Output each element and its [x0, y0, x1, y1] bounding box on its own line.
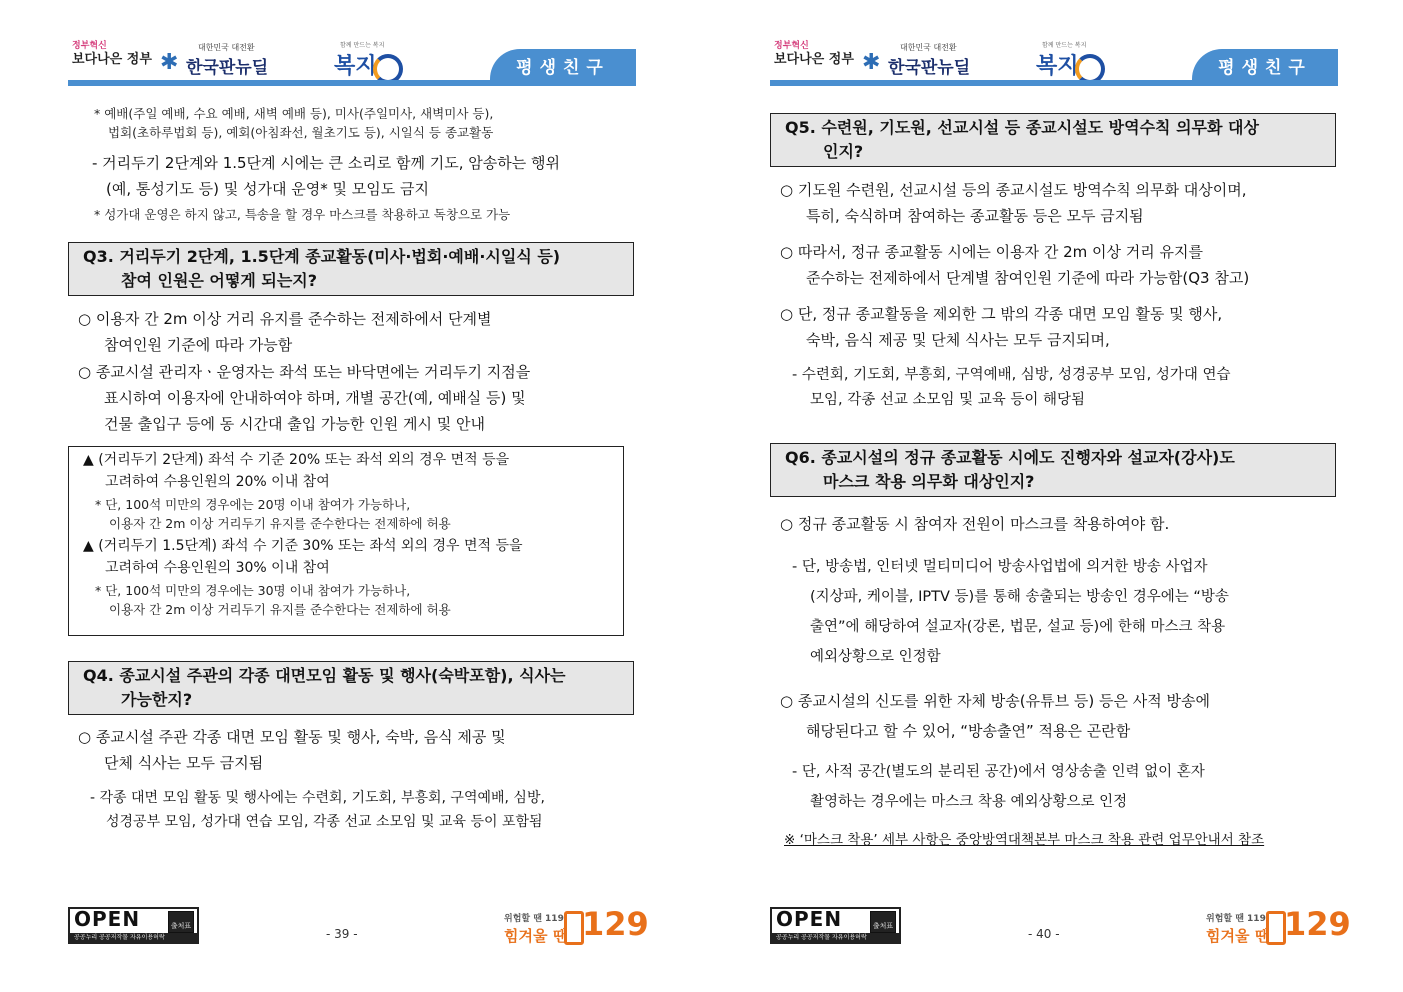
page-39 — [0, 0, 701, 992]
hotline-129-logo: 위험할 땐 119 힘겨울 땐 129 — [504, 905, 649, 945]
worship-note: * 예배(주일 예배, 수요 예배, 새벽 예배 등), 미사(주일미사, 새벽미사 등), 법회(초하루법회 등), 예회(아침좌선, 월초기도 등), 시일식 등 종교활동 — [94, 106, 494, 140]
page-number: - 39 - — [326, 927, 358, 941]
hotline-129-logo: 위험할 땐 119 힘겨울 땐 129 — [1206, 905, 1351, 945]
footer — [770, 905, 1351, 958]
header-band: 평생친구 — [490, 49, 636, 83]
kogl-open-logo: OPEN 출처표시 공공누리 공공저작물 자유이용허락 — [68, 907, 199, 944]
q3-para2: ○ 종교시설 관리자ㆍ운영자는 좌석 또는 바닥면에는 거리두기 지점을 표시하여 이용자에 안내하여야 하며, 개별 공간(예, 예배실 등) 및 건물 출입구 등에 동 시간대 출입 가능한 인원 게시 및 안내 — [78, 363, 531, 433]
q3-box: Q3. 거리두기 2단계, 1.5단계 종교활동(미사·법회·예배·시일식 등) 참여 인원은 어떻게 되는지? — [68, 242, 634, 296]
welfare-logo: 함께 만드는 복지 복지 — [1036, 40, 1105, 84]
footer — [68, 905, 649, 958]
welfare-ring-icon — [1075, 54, 1105, 84]
korean-new-deal-logo: ✱ 대한민국 대전환 한국판뉴딜 — [862, 43, 971, 78]
q6-box: Q6. 종교시설의 정규 종교활동 시에도 진행자와 설교자(강사)도 마스크 착용 의무화 대상인지? — [770, 443, 1336, 497]
capacity-box: ▲ (거리두기 2단계) 좌석 수 기준 20% 또는 좌석 외의 경우 면적 등을 고려하여 수용인원의 20% 이내 참여 * 단, 100석 미만의 경우에는 20명 이내 참여가 가능하나, 이용자 간 2m 이상 거리두기 유지를 준수한다는 전제하에 허용 ▲ (거리두기 1.5단계) 좌석 수 기준 30% 또는 좌석 외의 경우 면적 등을 고려하여 수용인원의 30% 이내 참여 * 단, 100석 미만의 경우에는 30명 이내 참여가 가능하나, 이용자 간 2m 이상 거리두기 유지를 준수한다는 전제하에 허용 — [68, 446, 624, 636]
mask-guide-note: ※ ‘마스크 착용’ 세부 사항은 중앙방역대책본부 마스크 착용 관련 업무안내서 참조 — [784, 832, 1265, 848]
header-logos — [72, 38, 412, 78]
q3-para1: ○ 이용자 간 2m 이상 거리 유지를 준수하는 전제하에서 단계별 참여인원 기준에 따라 가능함 — [78, 310, 492, 354]
phone-icon — [564, 911, 584, 945]
q6-dash1: - 단, 방송법, 인터넷 멀티미디어 방송사업법에 의거한 방송 사업자 (지상파, 케이블, IPTV 등)를 통해 송출되는 방송인 경우에는 “방송 출연”에 해당하여 설교자(강론, 법문, 설교 등)에 한해 마스크 착용 예외상황으로 인정함 — [792, 559, 1229, 665]
page-40 — [702, 0, 1403, 992]
q5-box: Q5. 수련원, 기도원, 선교시설 등 종교시설도 방역수칙 의무화 대상 인지? — [770, 113, 1336, 167]
q5-dash: - 수련회, 기도회, 부흥회, 구역예배, 심방, 성경공부 모임, 성가대 연습 모임, 각종 선교 소모임 및 교육 등이 해당됨 — [792, 367, 1231, 408]
gov-innovation-logo: 정부혁신 보다나은 정부 — [774, 41, 854, 67]
q4-dash: - 각종 대면 모임 활동 및 행사에는 수련회, 기도회, 부흥회, 구역예배, 심방, 성경공부 모임, 성가대 연습 모임, 각종 선교 소모임 및 교육 등이 포함됨 — [90, 790, 545, 830]
q5-para3: ○ 단, 정규 종교활동을 제외한 그 밖의 각종 대면 모임 활동 및 행사, 숙박, 음식 제공 및 단체 식사는 모두 금지되며, — [780, 305, 1223, 349]
header-logos — [774, 38, 1114, 78]
q4-box: Q4. 종교시설 주관의 각종 대면모임 활동 및 행사(숙박포함), 식사는 가능한지? — [68, 661, 634, 715]
gov-innovation-logo: 정부혁신 보다나은 정부 — [72, 41, 152, 67]
pinwheel-icon: ✱ — [862, 50, 881, 75]
header-band: 평생친구 — [1192, 49, 1338, 83]
distancing-dash: - 거리두기 2단계와 1.5단계 시에는 큰 소리로 함께 기도, 암송하는 행위 (예, 통성기도 등) 및 성가대 운영* 및 모임도 금지 — [92, 154, 561, 198]
page-number: - 40 - — [1028, 927, 1060, 941]
welfare-logo: 함께 만드는 복지 복지 — [334, 40, 403, 84]
q6-para2: ○ 종교시설의 신도를 위한 자체 방송(유튜브 등) 등은 사적 방송에 해당된다고 할 수 있어, “방송출연” 적용은 곤란함 — [780, 692, 1210, 740]
q5-para1: ○ 기도원 수련원, 선교시설 등의 종교시설도 방역수칙 의무화 대상이며, 특히, 숙식하며 참여하는 종교활동 등은 모두 금지됨 — [780, 181, 1247, 225]
phone-icon — [1266, 911, 1286, 945]
q6-dash2: - 단, 사적 공간(별도의 분리된 공간)에서 영상송출 인력 없이 혼자 촬영하는 경우에는 마스크 착용 예외상황으로 인정 — [792, 764, 1205, 810]
q4-para1: ○ 종교시설 주관 각종 대면 모임 활동 및 행사, 숙박, 음식 제공 및 단체 식사는 모두 금지됨 — [78, 728, 506, 772]
choir-note: * 성가대 운영은 하지 않고, 특송을 할 경우 마스크를 착용하고 독창으로 가능 — [94, 207, 511, 222]
header-line — [68, 80, 636, 86]
pinwheel-icon: ✱ — [160, 50, 179, 75]
korean-new-deal-logo: ✱ 대한민국 대전환 한국판뉴딜 — [160, 43, 269, 78]
q5-para2: ○ 따라서, 정규 종교활동 시에는 이용자 간 2m 이상 거리 유지를 준수하는 전제하에서 단계별 참여인원 기준에 따라 가능함(Q3 참고) — [780, 243, 1250, 287]
kogl-open-logo: OPEN 출처표시 공공누리 공공저작물 자유이용허락 — [770, 907, 901, 944]
welfare-ring-icon — [373, 54, 403, 84]
header-line — [770, 80, 1338, 86]
q6-para1: ○ 정규 종교활동 시 참여자 전원이 마스크를 착용하여야 함. — [780, 515, 1170, 533]
